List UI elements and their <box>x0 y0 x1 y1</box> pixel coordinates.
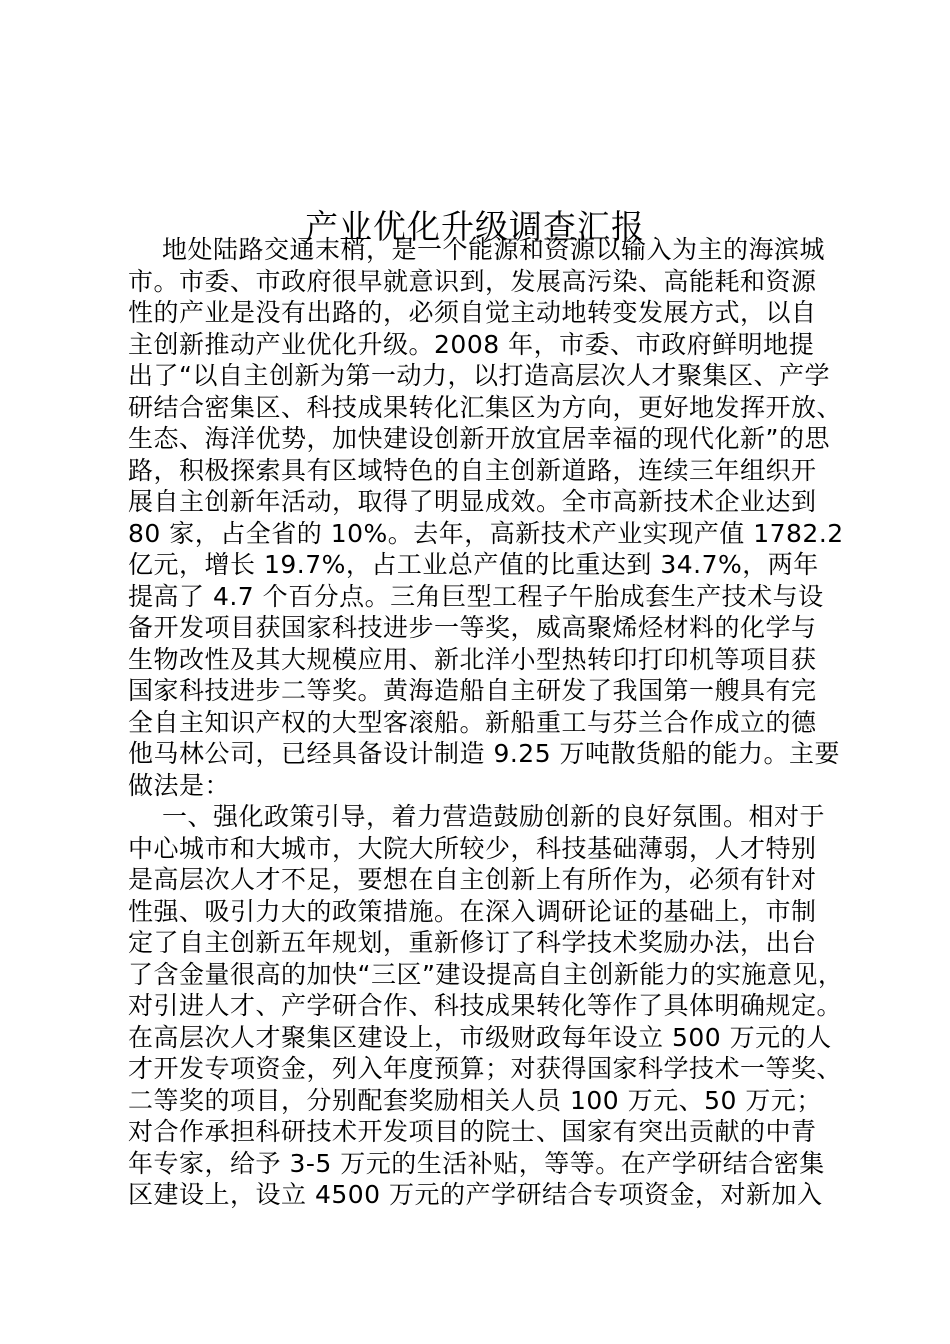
paragraph-line: 区建设上，设立 4500 万元的产学研结合专项资金，对新加入 <box>128 1180 823 1209</box>
paragraph-line: 做法是： <box>128 770 231 800</box>
paragraph-line: 定了自主创新五年规划，重新修订了科学技术奖励办法，出台 <box>128 928 817 957</box>
paragraph-line: 是高层次人才不足，要想在自主创新上有所作为，必须有针对 <box>128 865 817 894</box>
paragraph-line: 了含金量很高的加快“三区”建设提高自主创新能力的实施意见， <box>128 959 844 989</box>
paragraph-line: 性的产业是没有出路的，必须自觉主动地转变发展方式，以自 <box>128 298 817 327</box>
paragraph-line: 提高了 4.7 个百分点。三角巨型工程子午胎成套生产技术与设 <box>128 581 824 611</box>
paragraph-line: 他马林公司，已经具备设计制造 9.25 万吨散货船的能力。主要 <box>128 739 841 768</box>
paragraph-line: 主创新推动产业优化升级。2008 年，市委、市政府鲜明地提 <box>128 329 815 359</box>
paragraph-line: 生态、海洋优势，加快建设创新开放宜居幸福的现代化新”的思 <box>128 424 830 453</box>
paragraph-line: 出了“以自主创新为第一动力，以打造高层次人才聚集区、产学 <box>128 361 830 390</box>
document-body <box>128 234 844 1211</box>
paragraph-line: 国家科技进步二等奖。黄海造船自主研发了我国第一艘具有完 <box>128 676 817 705</box>
paragraph-line: 展自主创新年活动，取得了明显成效。全市高新技术企业达到 <box>128 487 817 516</box>
paragraph-line: 研结合密集区、科技成果转化汇集区为方向，更好地发挥开放、 <box>128 392 843 422</box>
paragraph-line: 中心城市和大城市，大院大所较少，科技基础薄弱，人才特别 <box>128 833 817 863</box>
paragraph-line: 全自主知识产权的大型客滚船。新船重工与芬兰合作成立的德 <box>128 707 817 737</box>
paragraph-line: 对引进人才、产学研合作、科技成果转化等作了具体明确规定。 <box>128 991 843 1020</box>
paragraph-line: 80 家，占全省的 10%。去年，高新技术产业实现产值 1782.2 <box>128 518 844 548</box>
paragraph-line: 生物改性及其大规模应用、新北洋小型热转印打印机等项目获 <box>128 644 817 674</box>
paragraph-line: 亿元，增长 19.7%，占工业总产值的比重达到 34.7%，两年 <box>128 550 819 579</box>
paragraph-line: 年专家，给予 3-5 万元的生活补贴，等等。在产学研结合密集 <box>128 1148 825 1178</box>
paragraph-line: 二等奖的项目，分别配套奖励相关人员 100 万元、50 万元； <box>128 1085 822 1115</box>
paragraph-line: 对合作承担科研技术开发项目的院士、国家有突出贡献的中青 <box>128 1117 817 1146</box>
paragraph-line: 性强、吸引力大的政策措施。在深入调研论证的基础上，市制 <box>128 896 817 926</box>
paragraph-line: 地处陆路交通末梢，是一个能源和资源以输入为主的海滨城 <box>162 235 826 264</box>
paragraph-line: 备开发项目获国家科技进步一等奖，威高聚烯烃材料的化学与 <box>128 613 817 642</box>
paragraph-line: 市。市委、市政府很早就意识到，发展高污染、高能耗和资源 <box>128 266 817 296</box>
paragraph-line: 路，积极探索具有区域特色的自主创新道路，连续三年组织开 <box>128 455 817 485</box>
paragraph-line: 在高层次人才聚集区建设上，市级财政每年设立 500 万元的人 <box>128 1022 832 1052</box>
paragraph-line: 才开发专项资金，列入年度预算；对获得国家科学技术一等奖、 <box>128 1054 843 1083</box>
paragraph-line: 一、强化政策引导，着力营造鼓励创新的良好氛围。相对于 <box>162 802 826 831</box>
document-title: 产业优化升级调查汇报 <box>305 207 645 247</box>
